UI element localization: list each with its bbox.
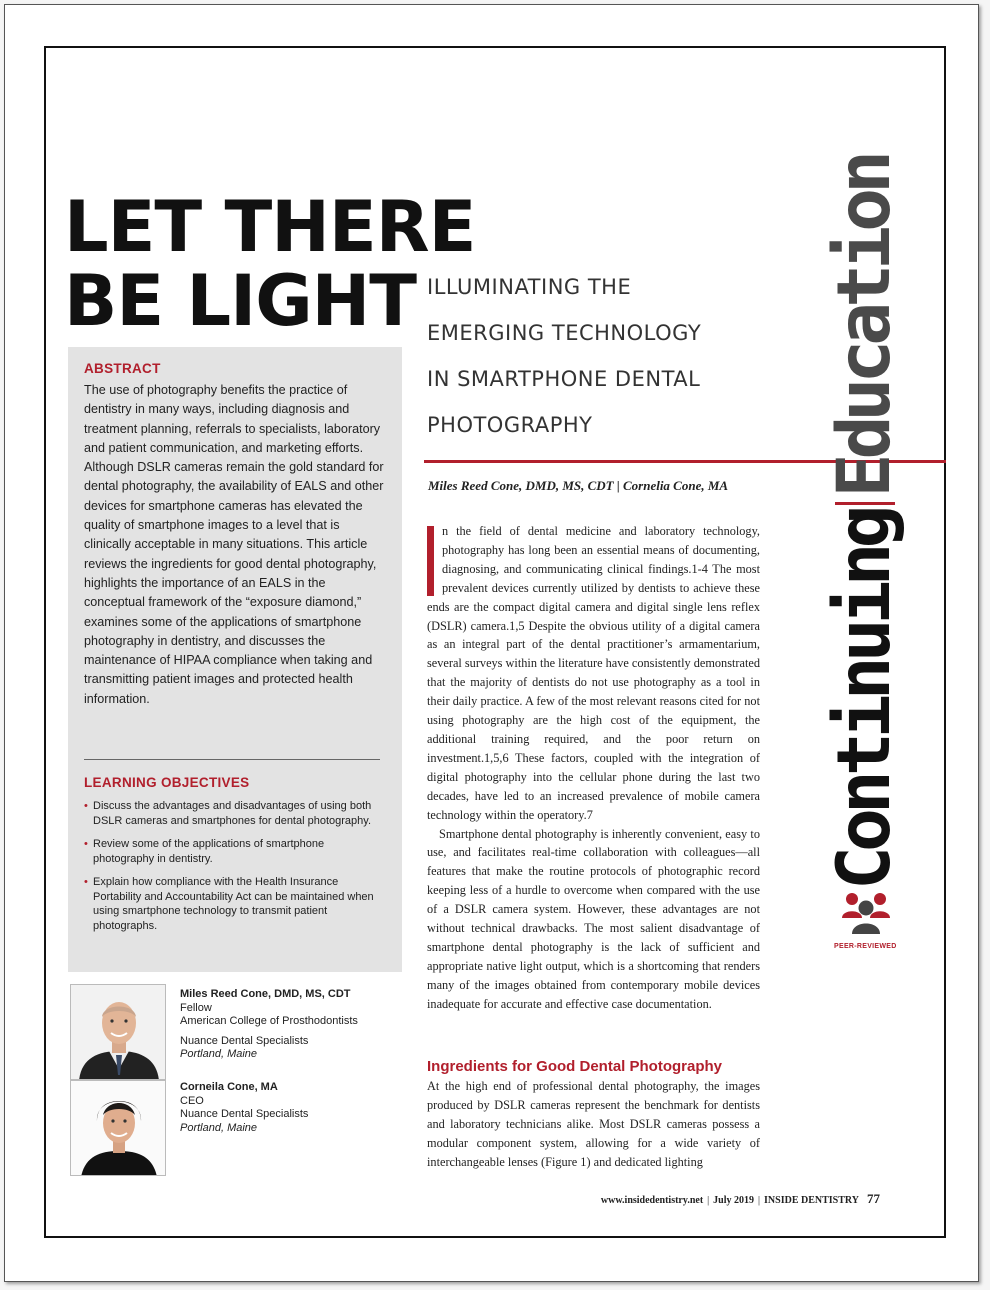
author-title: Fellow (180, 1001, 212, 1014)
author-photo-1 (70, 984, 166, 1080)
author-practice: Nuance Dental Specialists (180, 1034, 309, 1047)
banner-divider (835, 503, 895, 506)
objectives-list (84, 799, 384, 942)
abstract-heading: ABSTRACT (84, 361, 161, 376)
subtitle-line-3: IN SMARTPHONE DENTAL (427, 367, 701, 391)
headline-line-1: LET THERE (64, 186, 476, 268)
objective-item: • Discuss the advantages and disadvantages of using both DSLR cameras and smartphones for dental photography. (84, 799, 384, 828)
peer-reviewed-label: PEER-REVIEWED (834, 943, 897, 950)
peer-reviewed-icon (840, 888, 892, 936)
drop-cap (427, 526, 434, 596)
footer-separator: | (758, 1195, 761, 1206)
author-name: Corneila Cone, MA (180, 1081, 278, 1093)
author-bio-2 (180, 1081, 308, 1135)
objectives-heading: LEARNING OBJECTIVES (84, 775, 250, 790)
section-banner (824, 156, 906, 890)
author-bio-1 (180, 988, 358, 1062)
article-body-continued (427, 1077, 760, 1172)
banner-word-education: Education (822, 155, 907, 498)
objective-item: • Explain how compliance with the Health Insurance Portability and Accountability Act can be maintained when using smartphone technology to transmit patient photographs. (84, 875, 384, 933)
author-name: Miles Reed Cone, DMD, MS, CDT (180, 988, 351, 1000)
section-heading: Ingredients for Good Dental Photography (427, 1058, 723, 1075)
author-location: Portland, Maine (180, 1048, 258, 1061)
headline (64, 186, 476, 342)
author-affiliation: American College of Prosthodontists (180, 1015, 358, 1028)
paragraph: At the high end of professional dental photography, the images produced by DSLR cameras represent the benchmark for dentists and laboratory technicians alike. Most DSLR cameras possess a modular component system, allowing for a wide variety of interchangeable lenses (Figure 1) and dedicated lighting (427, 1079, 760, 1169)
footer-magazine: INSIDE DENTISTRY (764, 1195, 859, 1206)
page-number: 77 (867, 1191, 880, 1206)
objective-item: • Review some of the applications of smartphone photography in dentistry. (84, 837, 384, 866)
footer-date: July 2019 (713, 1195, 755, 1206)
subtitle (427, 264, 757, 448)
headline-line-2: BE LIGHT (64, 260, 416, 342)
paragraph-text: n the field of dental medicine and laboratory technology, photography has long been an essential means of documenting, diagnosing, and communicating clinical findings.1-4 The most prevalent devices currently utilized by dentists to achieve these ends are the compact digital camera and digital single lens reflex (DSLR) camera.1,5 Despite the obvious utility of a digital camera as an integral part of the dental practitioner’s armamentarium, several surveys within the literature have consistently demonstrated that the majority of dentists do not use photography as a tool in their daily practice. A few of the most relevant reasons cited for not using photography are the high cost of the equipment, the additional training required, and the poor return on investment.1,5,6 These factors, coupled with the integration of digital photography into the cellular phone during the last two decades, have led to an increased prevalence of mobile camera technology within the operatory.7 (427, 524, 760, 822)
paragraph: Smartphone dental photography is inherently convenient, easy to use, and facilitates real-time collaboration with colleagues—all features that make the routine protocols of photographic record keeping less of a hurdle to overcome when compared with the use of a DSLR camera system. However, these advantages are not without technical drawbacks. The most salient disadvantage of smartphone dental photography is the lack of sufficient and appropriate native light output, which is a shortcoming that renders many of the images obtained from contemporary mobile devices inadequate for accurate and effective case documentation. (427, 826, 760, 1011)
banner-word-continuing: Continuing (822, 510, 907, 890)
author-location: Portland, Maine (180, 1121, 258, 1134)
paragraph (427, 522, 760, 825)
footer-site: www.insidedentistry.net (600, 1195, 704, 1206)
author-photo-2 (70, 1080, 166, 1176)
author-title: CEO (180, 1094, 204, 1107)
page-footer (601, 1191, 880, 1207)
panel-divider (84, 759, 380, 760)
footer-separator: | (707, 1195, 710, 1206)
abstract-text: The use of photography benefits the practice of dentistry in many ways, including diagnosis and treatment planning, referrals to specialists, laboratory and patient communication, and marketing efforts. Although DSLR cameras remain the gold standard for dental photography, the availability of EALS and other devices for smartphone cameras has elevated the quality of smartphone images to a level that is clinically acceptable in many situations. This article reviews the ingredients for good dental photography, highlights the importance of an EALS in the conceptual framework of the “exposure diamond,” examines some of the applications of smartphone photography in dentistry, and discusses the maintenance of HIPAA compliance when taking and transmitting patient images and protected health information. (84, 383, 384, 706)
author-practice: Nuance Dental Specialists (180, 1108, 309, 1121)
byline: Miles Reed Cone, DMD, MS, CDT | Cornelia Cone, MA (428, 478, 729, 493)
article-body (427, 522, 760, 1014)
subtitle-line-1: ILLUMINATING THE (427, 275, 632, 299)
subtitle-line-4: PHOTOGRAPHY (427, 413, 593, 437)
subtitle-line-2: EMERGING TECHNOLOGY (427, 321, 702, 345)
